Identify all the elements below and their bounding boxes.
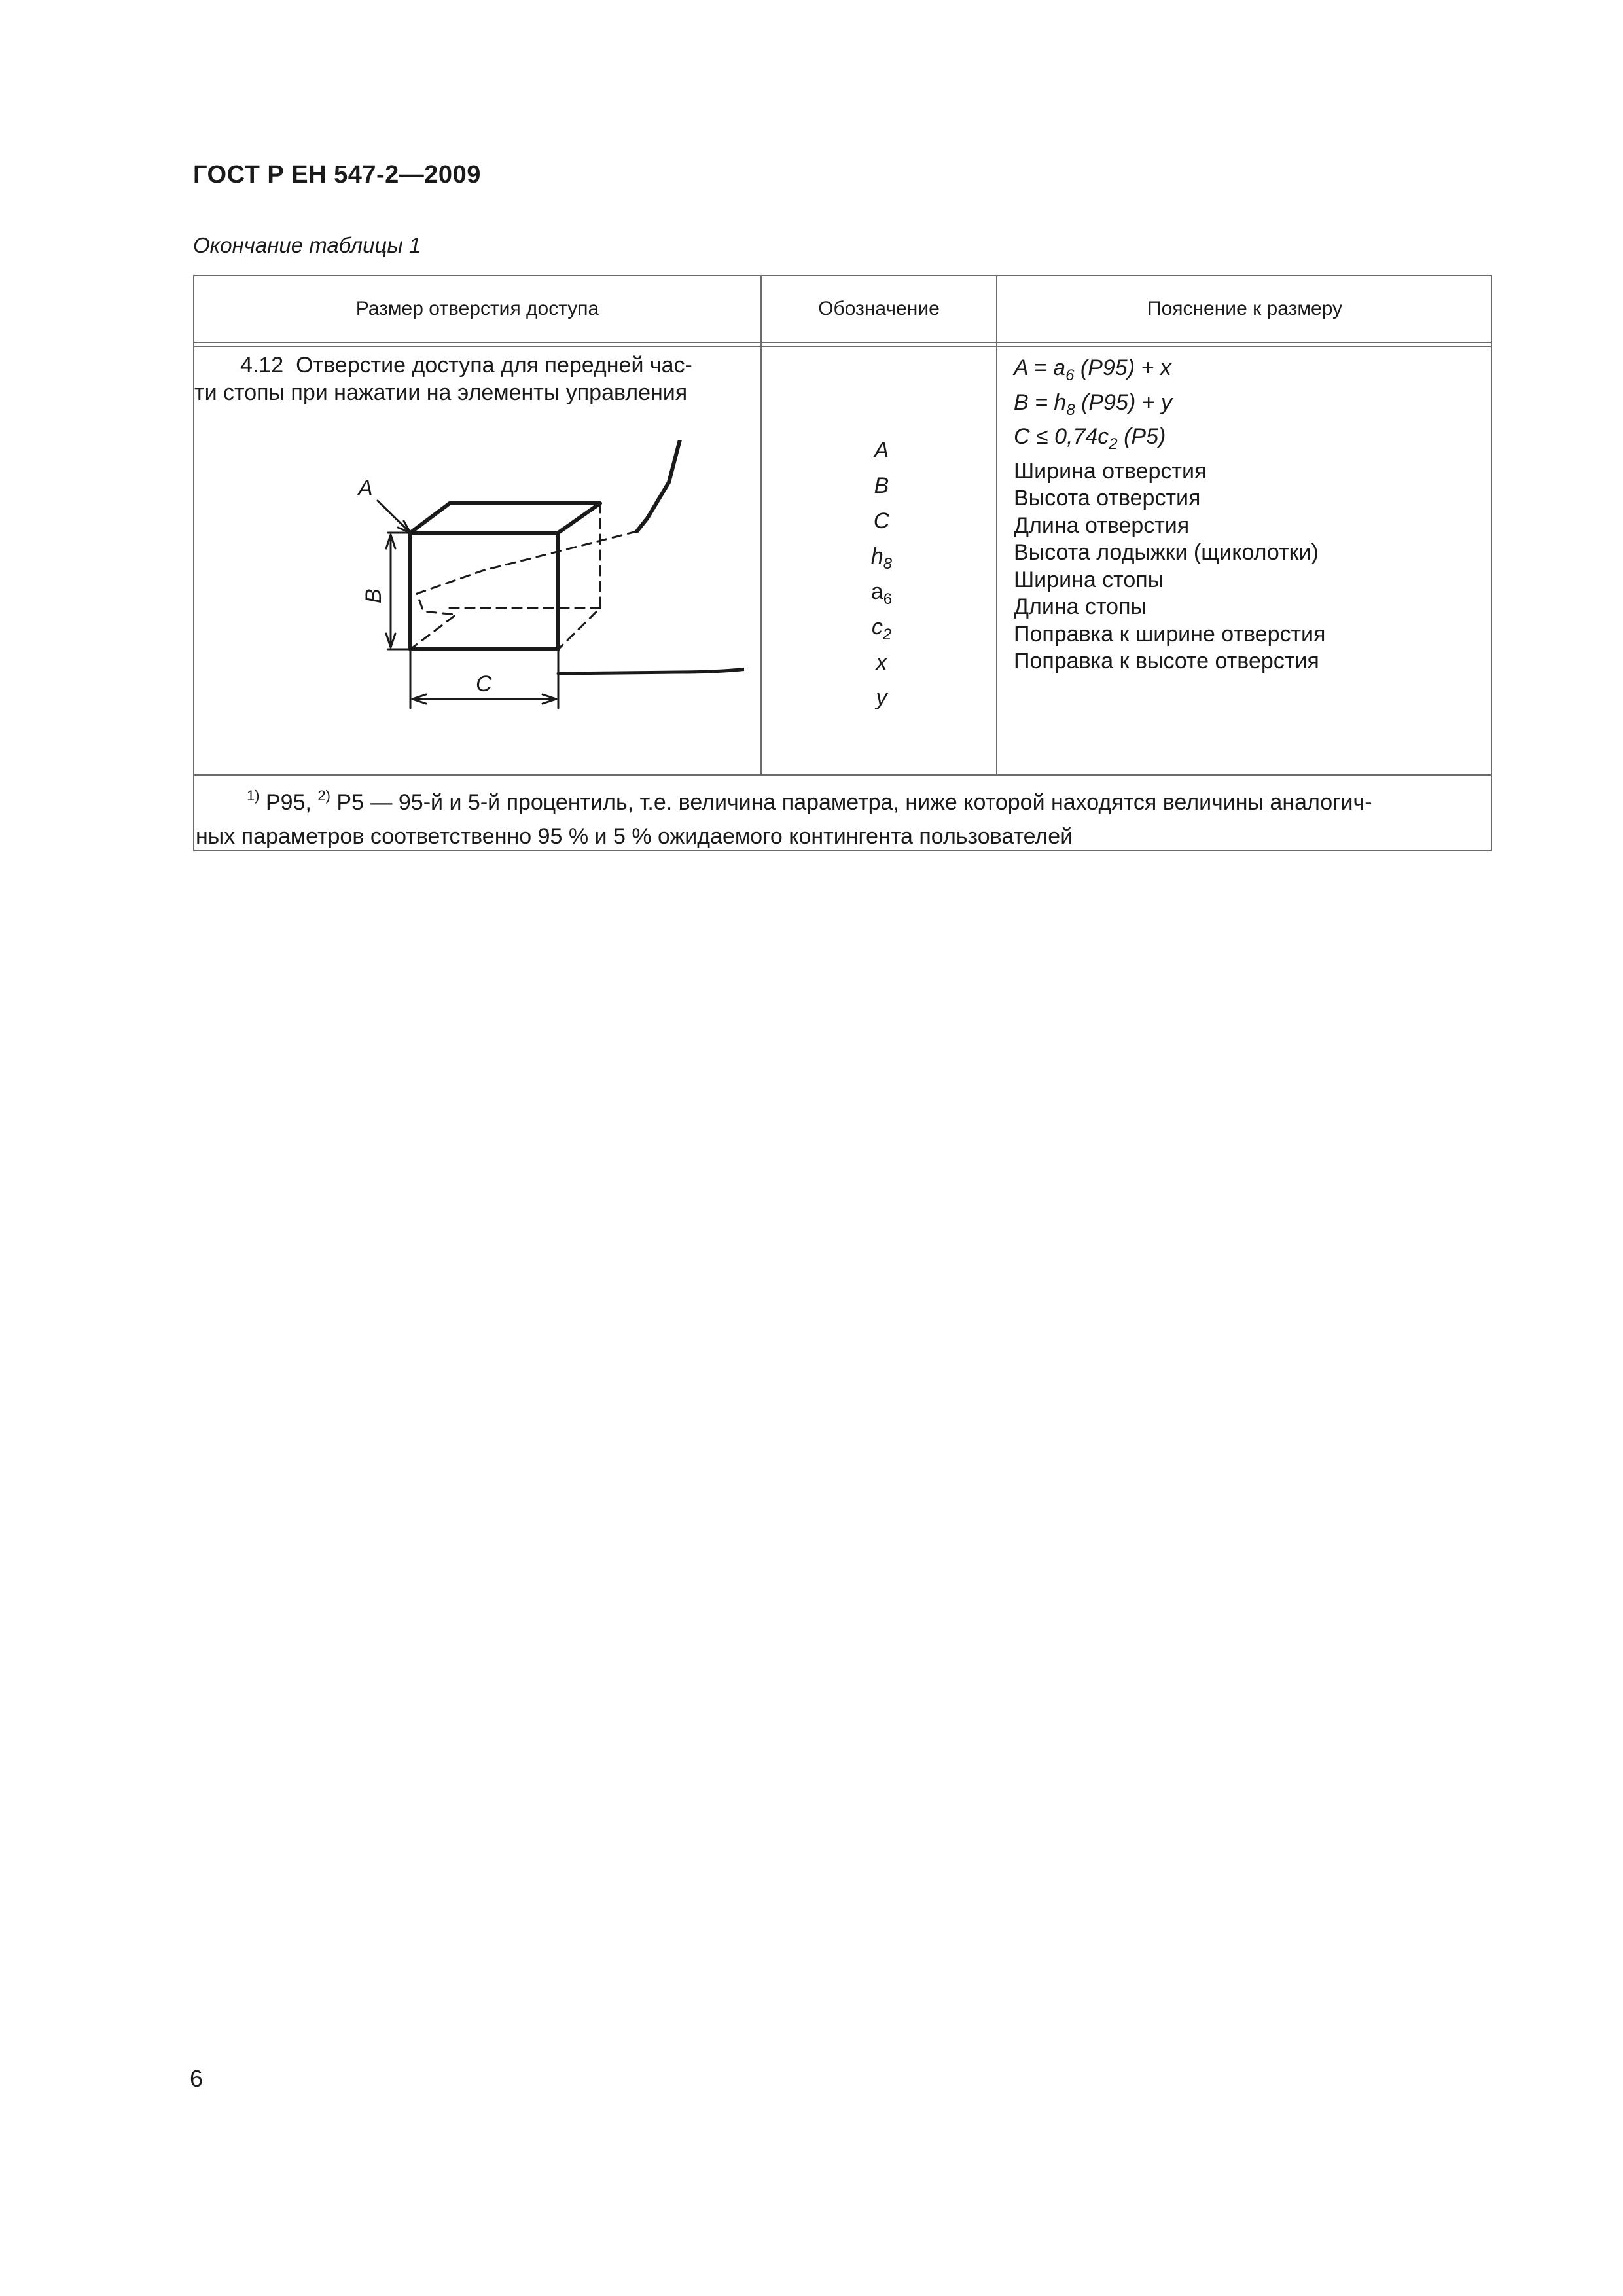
explanation-item: Ширина отверстия	[1014, 458, 1207, 484]
foot-outline	[558, 440, 744, 673]
explanation-list	[1014, 355, 1485, 675]
row-description-line1: Отверстие доступа для передней час-	[296, 353, 692, 378]
column-header-explanation: Пояснение к размеру	[1147, 298, 1342, 319]
foot-access-opening-figure	[312, 440, 744, 721]
figure-label-b: B	[361, 588, 386, 603]
header-divider	[194, 346, 1491, 347]
symbol-item: $c_2$	[871, 615, 892, 643]
symbol-item: $h_8$	[870, 544, 893, 573]
dimension-table	[193, 275, 1492, 851]
table-caption: Окончание таблицы 1	[193, 233, 421, 257]
dimension-a-arrow	[378, 501, 410, 533]
explanation-item: Высота отверстия	[1014, 486, 1201, 511]
foot-outline	[637, 440, 688, 531]
row-number: 4.12	[240, 353, 284, 378]
header-divider	[194, 342, 1491, 343]
symbol-item: C	[873, 509, 890, 533]
document-header: ГОСТ Р ЕН 547-2—2009	[193, 161, 481, 188]
footnote-divider	[194, 774, 1491, 776]
column-header-symbol: Обозначение	[818, 298, 940, 319]
explanation-item: Поправка к ширине отверстия	[1014, 621, 1326, 647]
box-top-face	[410, 503, 600, 533]
page-number: 6	[190, 2065, 204, 2092]
explanation-item: Длина отверстия	[1014, 512, 1190, 538]
explanation-item: Ширина стопы	[1014, 567, 1164, 592]
figure-label-c: C	[476, 672, 492, 696]
figure-label-a: A	[358, 476, 373, 501]
formula-b: $B = h_8$ (P95) + y	[1014, 389, 1173, 419]
row-description	[194, 351, 934, 406]
hidden-toe-outline	[410, 531, 637, 649]
symbol-item: $a_6$	[870, 579, 893, 608]
footnote-line2: ных параметров соответственно 95 % и 5 % ожидаемого контингента пользователей	[196, 824, 1073, 849]
row-description-line2: ти стопы при нажатии на элементы управления	[194, 380, 688, 405]
column-header-size: Размер отверстия доступа	[355, 298, 599, 319]
box-front-face	[410, 533, 558, 649]
symbol-item: x	[876, 650, 887, 675]
symbol-item: y	[876, 685, 887, 710]
formula-c: $C \le 0,74c_2$ (P5)	[1014, 424, 1166, 453]
explanation-item: Высота лодыжки (щиколотки)	[1014, 540, 1319, 565]
explanation-item: Длина стопы	[1014, 594, 1147, 619]
explanation-item: Поправка к высоте отверстия	[1014, 649, 1319, 673]
table-footnote	[194, 779, 1491, 853]
symbol-item: A	[874, 438, 889, 463]
symbol-item: B	[874, 473, 889, 498]
footnote-line1: $^{1)}$ P95, $^{2)}$ P5 — 95-й и 5-й процентиль, т.е. величина параметра, ниже которой находятся величины аналогич-	[247, 787, 1372, 815]
formula-a: $A = a_6$ (P95) + x	[1014, 355, 1171, 384]
box-hidden-edge	[558, 503, 600, 649]
symbol-list	[764, 437, 999, 719]
